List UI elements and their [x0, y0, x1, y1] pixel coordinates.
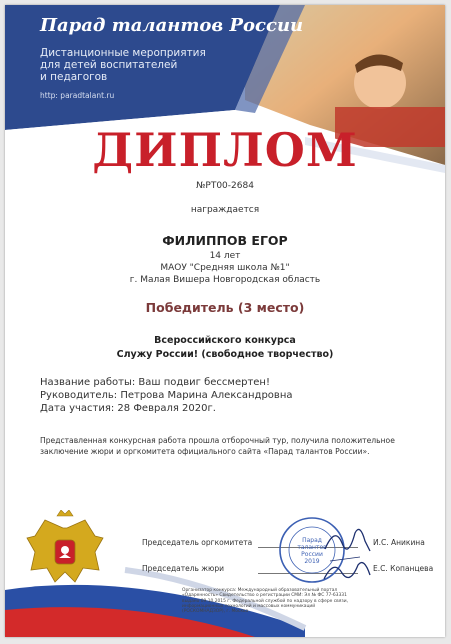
- stamp-line-2: талантов: [297, 544, 327, 551]
- site-url: http: paradtalant.ru: [40, 91, 115, 100]
- recipient-school: МАОУ "Средняя школа №1": [160, 263, 290, 273]
- work-info: [40, 376, 292, 415]
- recipient-age: 14 лет: [209, 251, 241, 261]
- tagline-line-2: для детей воспитателей: [40, 59, 178, 71]
- work-title: Название работы: Ваш подвиг бессмертен!: [40, 377, 270, 388]
- participation-date: Дата участия: 28 Февраля 2020г.: [40, 403, 216, 414]
- brand-title: Парад талантов России: [40, 15, 304, 36]
- stamp-line-3: России: [301, 551, 323, 558]
- supervisor: Руководитель: Петрова Марина Александровна: [40, 390, 293, 401]
- awarded-label: награждается: [190, 205, 260, 215]
- jury-chair-name: Е.С. Копанцева: [373, 564, 434, 573]
- tagline: [40, 47, 230, 83]
- footer-graphic: [5, 510, 445, 637]
- org-chair-label: Председатель оргкомитета: [142, 538, 253, 547]
- diploma-title: ДИПЛОМ: [92, 123, 358, 177]
- recipient-city: г. Малая Вишера Новгородская область: [129, 275, 321, 285]
- organizer-info: Организатор конкурса: Международный образовательный портал «Одаренность» Свидетельство о регистрации СМИ: Эл № ФС 77-63331 выдано 09.10.2015 г. Федеральной службой по надзору в сфере связи, информационных технологий и массовых коммуникаций (РОСКОМНАДЗОР), г. Москва: [182, 588, 348, 615]
- recipient-name: ФИЛИППОВ ЕГОР: [162, 233, 288, 248]
- tagline-line-3: и педагогов: [40, 71, 108, 83]
- contest-name: Всероссийского конкурса: [154, 335, 296, 346]
- jury-note: Представленная конкурсная работа прошла отборочный тур, получила положительное заключение жюри и оргкомитета официального сайта «Парад талантов России».: [40, 436, 395, 456]
- diploma-page: [5, 5, 445, 637]
- place-award: Победитель (3 место): [145, 300, 305, 315]
- diploma-number: №РТ00-2684: [196, 181, 254, 191]
- handwritten-signatures: [320, 521, 375, 591]
- jury-chair-label: Председатель жюри: [142, 564, 225, 573]
- org-chair-name: И.С. Аникина: [373, 538, 425, 547]
- stamp-year: 2019: [304, 558, 320, 565]
- nomination-name: Служу России! (свободное творчество): [116, 349, 334, 360]
- tagline-line-1: Дистанционные мероприятия: [40, 47, 206, 59]
- stamp-line-1: Парад: [302, 537, 322, 544]
